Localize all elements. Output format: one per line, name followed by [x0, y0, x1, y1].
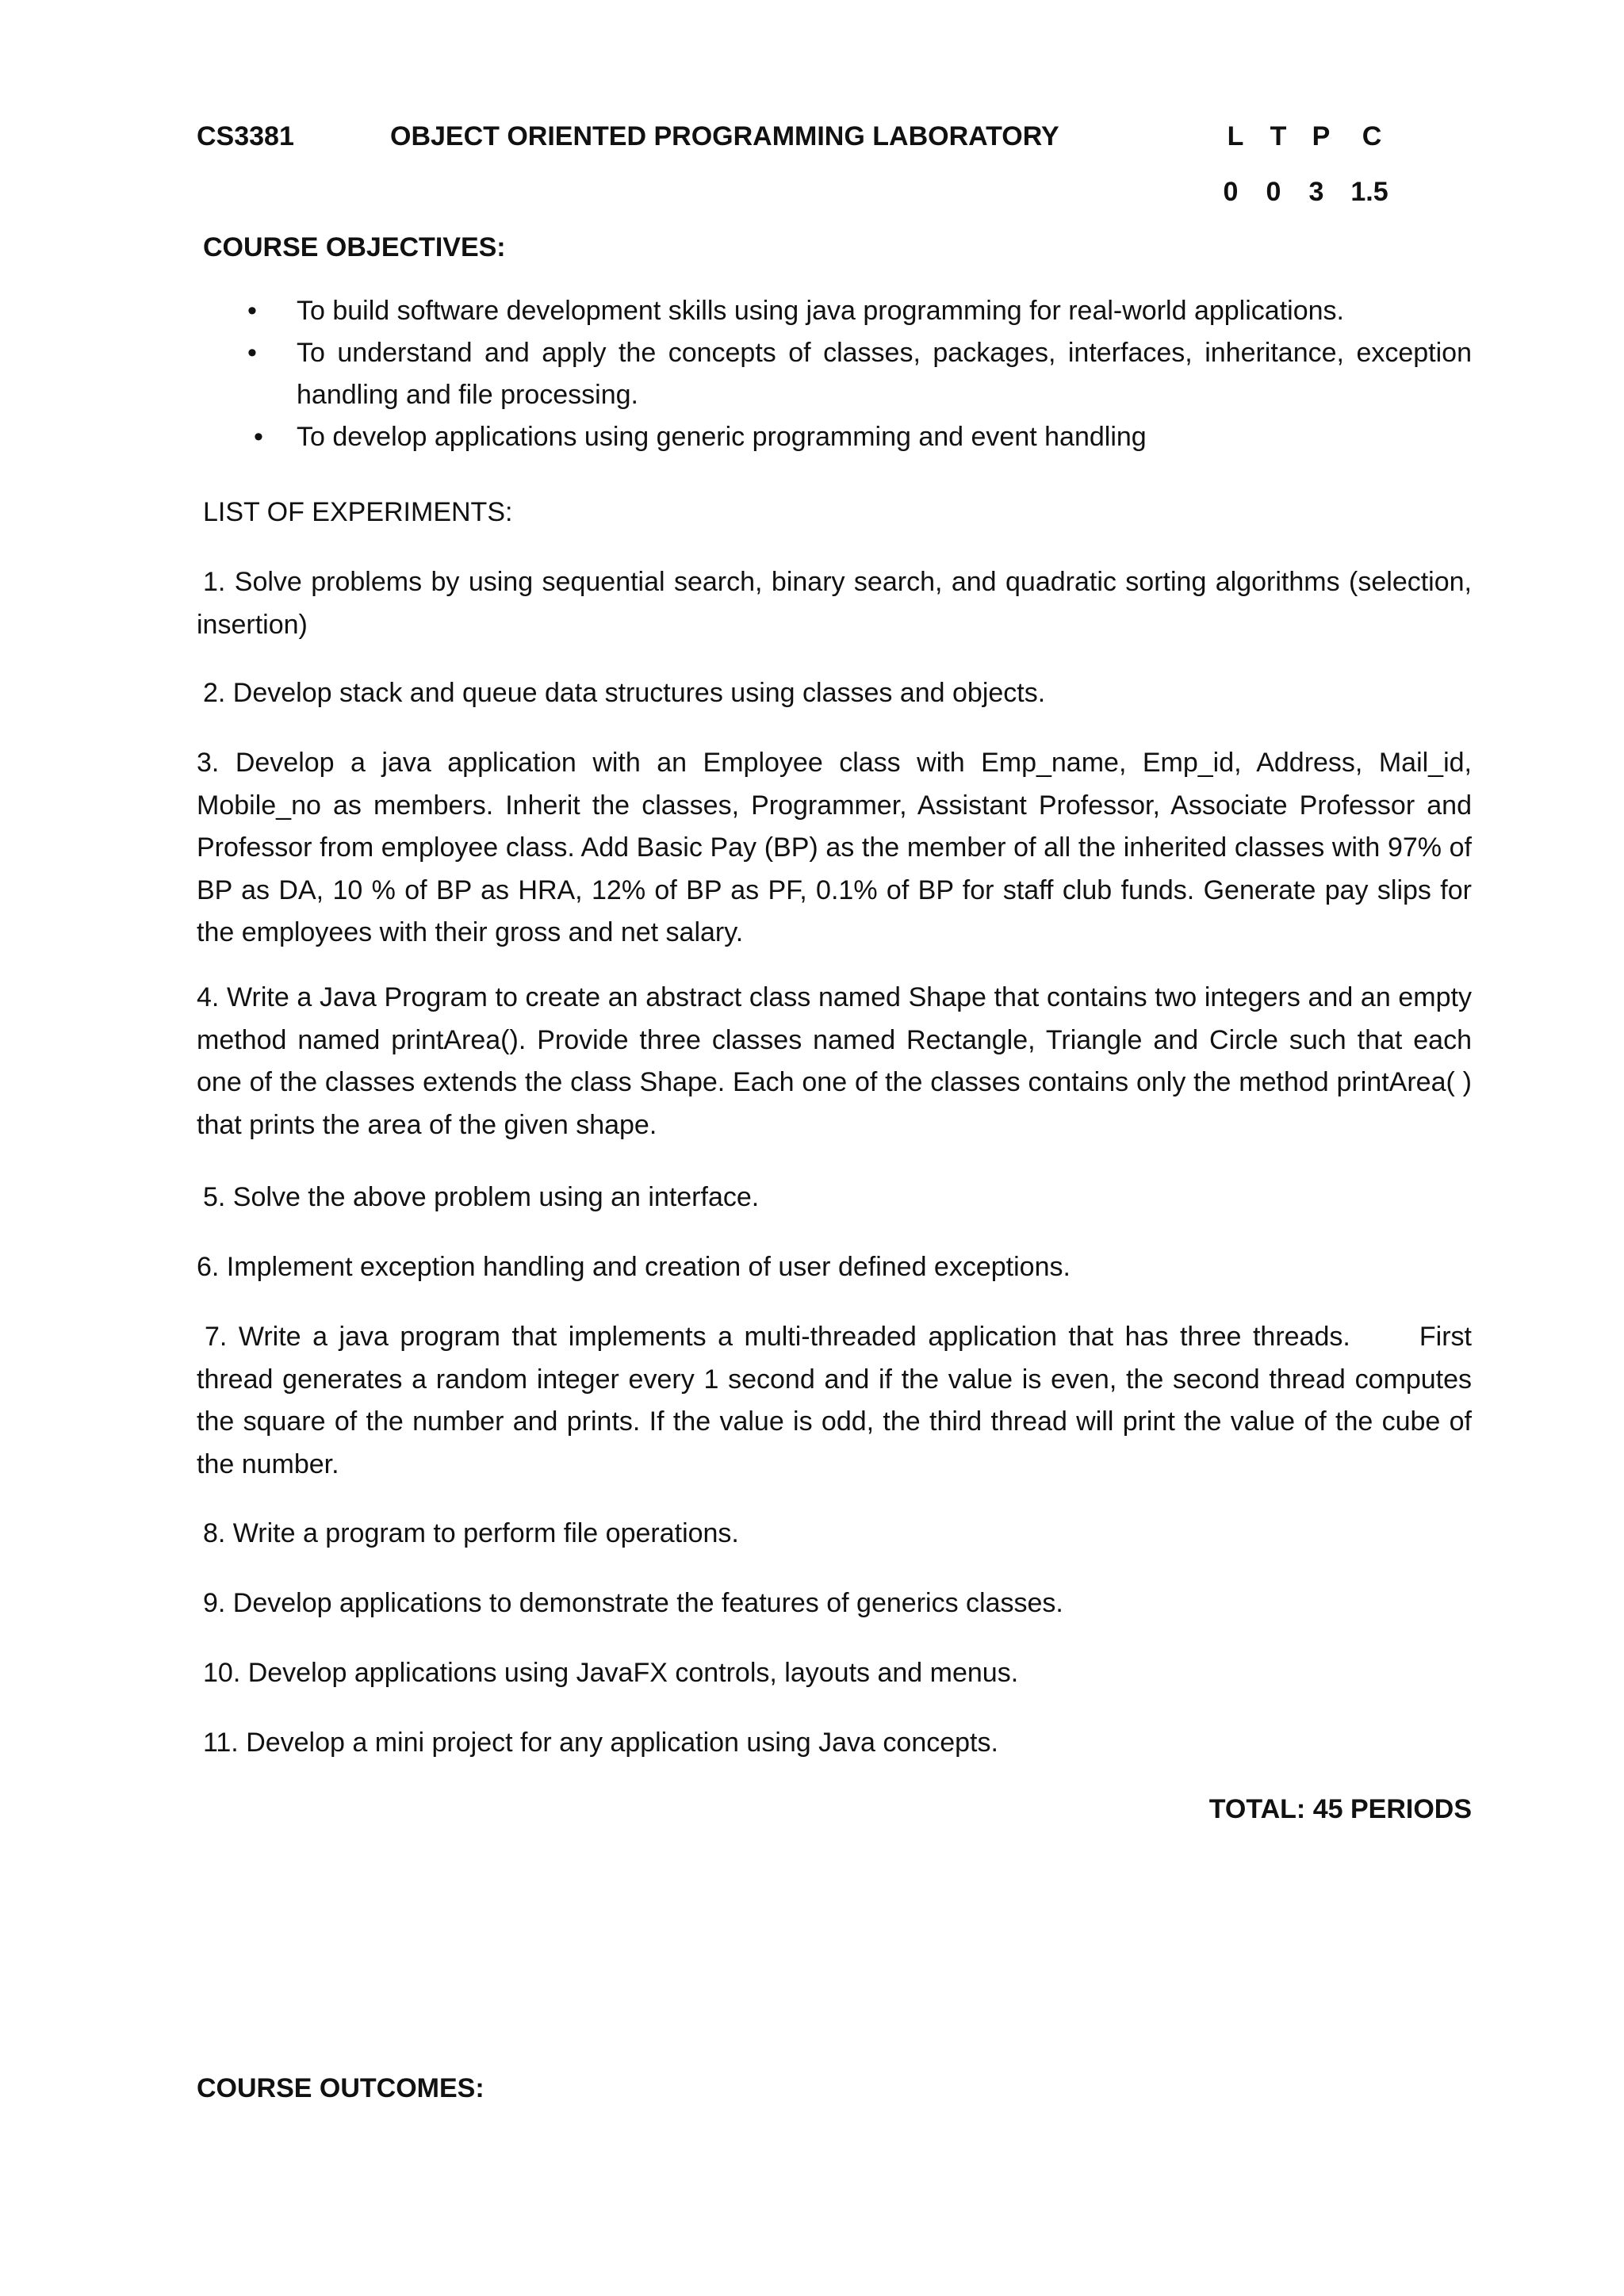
- course-code: CS3381: [197, 121, 294, 151]
- experiment-item: 1. Solve problems by using sequential search, binary search, and quadratic sorting algorithms (selection, insertion): [197, 567, 1472, 640]
- objective-text: To understand and apply the concepts of classes, packages, interfaces, inheritance, exception handling and file processing.: [297, 338, 1472, 410]
- experiment-item: 3. Develop a java application with an Employee class with Emp_name, Emp_id, Address, Mail_id, Mobile_no as members. Inherit the classes, Programmer, Assistant Professor, Associate Professor and Professor from employee class. Add Basic Pay (BP) as the member of all the inherited classes with 97% of BP as DA, 10 % of BP as HRA, 12% of BP as PF, 0.1% of BP for staff club funds. Generate pay slips for the employees with their gross and net salary.: [197, 748, 1472, 947]
- ltpc-label-c: C: [1362, 121, 1382, 151]
- list-item: [238, 332, 1472, 416]
- ltpc-label-p: P: [1312, 121, 1331, 151]
- experiment-item: 9. Develop applications to demonstrate the features of generics classes.: [203, 1588, 1063, 1618]
- ltpc-label-l: L: [1227, 121, 1244, 151]
- course-outcomes-heading: COURSE OUTCOMES:: [197, 2073, 485, 2103]
- experiment-item: 11. Develop a mini project for any application using Java concepts.: [203, 1728, 998, 1758]
- experiment-item: 4. Write a Java Program to create an abstract class named Shape that contains two integers and an empty method named printArea(). Provide three classes named Rectangle, Triangle and Circle such that each one of the classes extends the class Shape. Each one of the classes contains only the method printArea( ) that prints the area of the given shape.: [197, 982, 1472, 1140]
- experiments-heading: LIST OF EXPERIMENTS:: [203, 497, 513, 527]
- ltpc-value-c: 1.5: [1350, 177, 1388, 207]
- ltpc-value-t: 0: [1266, 177, 1281, 207]
- objective-text: To develop applications using generic programming and event handling: [297, 422, 1147, 452]
- experiment-item: 7. Write a java program that implements a multi-threaded application that has three threads. First thread generates a random integer every 1 second and if the value is even, the second thread computes the square of the number and prints. If the value is odd, the third thread will print the value of the cube of the number.: [197, 1322, 1480, 1479]
- bullet-icon: •: [254, 422, 263, 452]
- objectives-list: [238, 290, 1472, 458]
- list-item: [238, 416, 1472, 458]
- course-title: OBJECT ORIENTED PROGRAMMING LABORATORY: [390, 121, 1059, 151]
- bullet-icon: •: [247, 338, 257, 368]
- experiment-item: 10. Develop applications using JavaFX controls, layouts and menus.: [203, 1658, 1019, 1688]
- bullet-icon: •: [247, 296, 257, 326]
- experiment-item: 5. Solve the above problem using an interface.: [203, 1182, 760, 1212]
- course-objectives-heading: COURSE OBJECTIVES:: [203, 232, 506, 262]
- total-periods: TOTAL: 45 PERIODS: [1208, 1794, 1472, 1824]
- objective-text: To build software development skills using java programming for real-world applications.: [297, 296, 1344, 326]
- experiment-item: 6. Implement exception handling and creation of user defined exceptions.: [197, 1252, 1071, 1282]
- ltpc-value-l: 0: [1223, 177, 1239, 207]
- experiment-item: 8. Write a program to perform file operations.: [203, 1518, 739, 1548]
- ltpc-label-t: T: [1270, 121, 1287, 151]
- ltpc-value-p: 3: [1308, 177, 1324, 207]
- list-item: [238, 290, 1472, 332]
- experiment-item: 2. Develop stack and queue data structures using classes and objects.: [203, 678, 1046, 708]
